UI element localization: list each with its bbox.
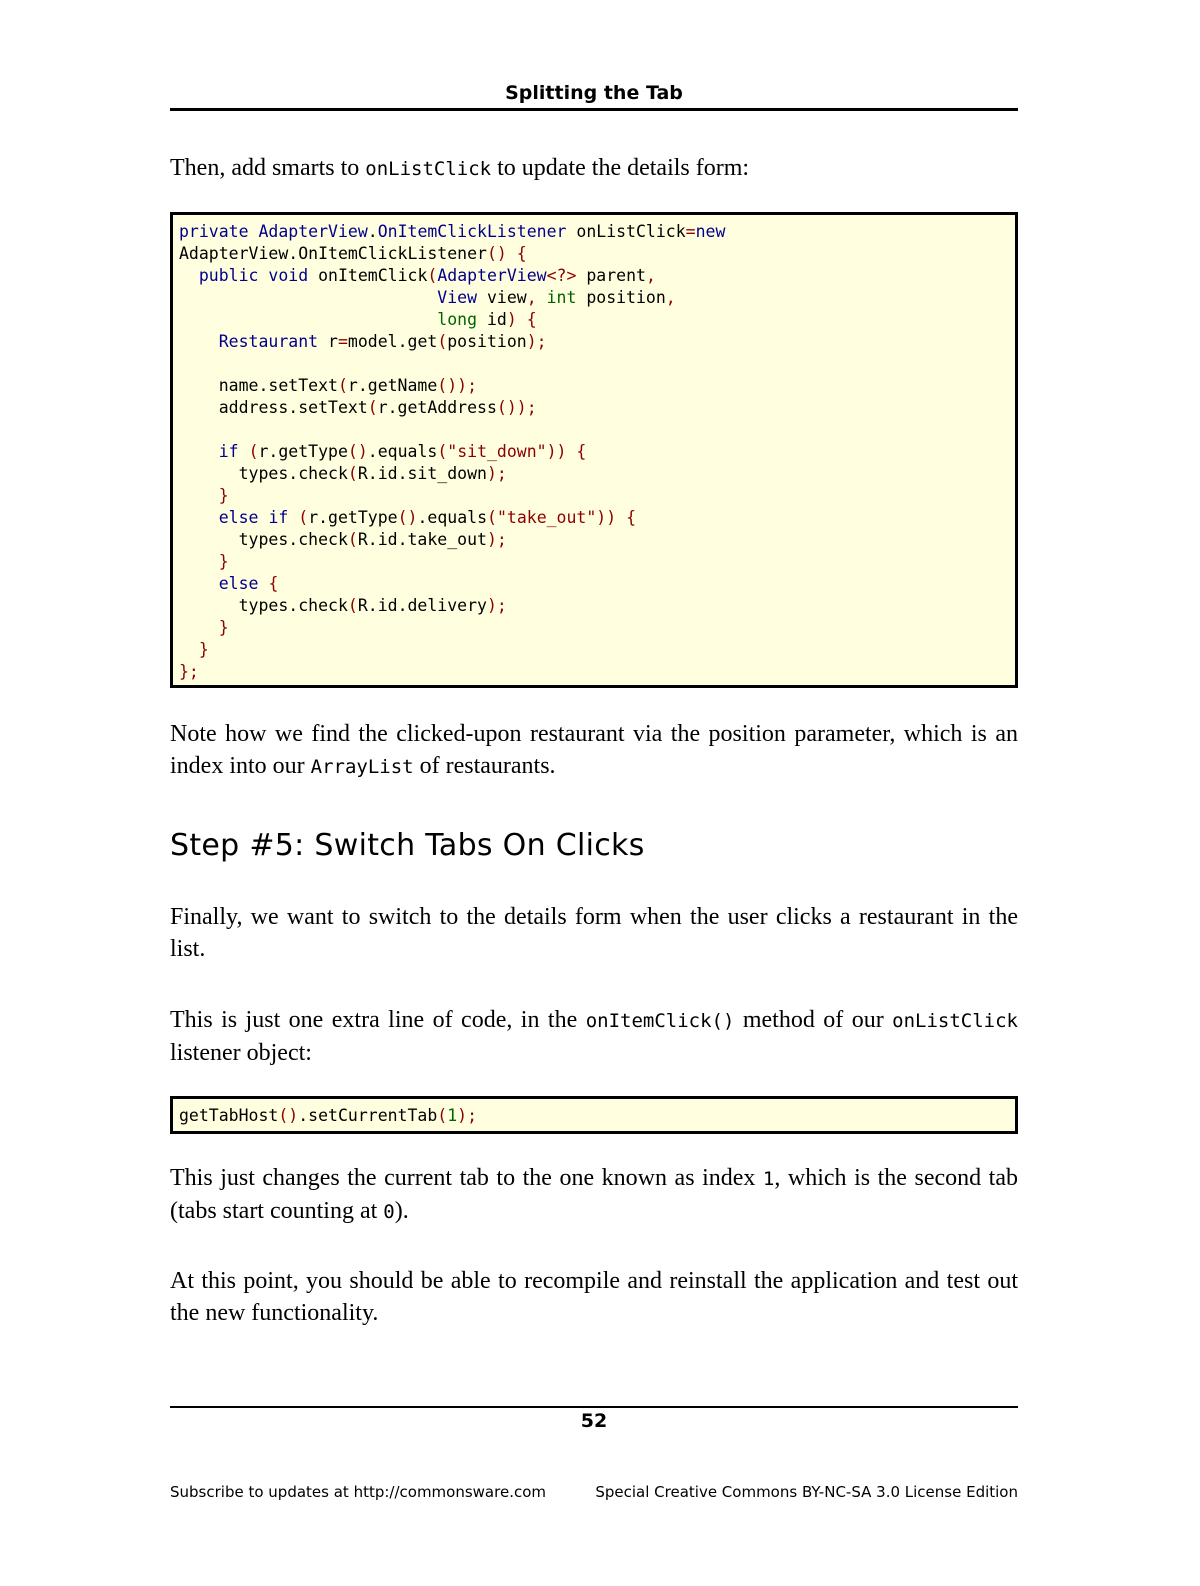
intro-paragraph <box>170 152 1018 185</box>
intro-text-before: Then, add smarts to <box>170 155 366 181</box>
code-line: else if (r.getType().equals("take_out")) { <box>218 508 637 527</box>
code-line: View view, int position, <box>437 288 676 307</box>
code-block-settab <box>170 1096 1018 1134</box>
inline-code-onitemclick: onItemClick() <box>585 1010 735 1032</box>
inline-code-zero: 0 <box>383 1201 395 1223</box>
changes-text-after: ). <box>394 1198 409 1224</box>
code-line: } <box>198 640 209 659</box>
note-text-before: Note how we find the clicked-upon restaurant via the position parameter, which is an index into our <box>170 721 1018 779</box>
inline-code-onlistclick: onListClick <box>365 158 492 180</box>
footer-subscribe: Subscribe to updates at http://commonsware.com <box>170 1483 546 1501</box>
code-line: else { <box>218 574 279 593</box>
page-number: 52 <box>580 1410 608 1432</box>
code-line: Restaurant r=model.get(position); <box>218 332 547 351</box>
note-paragraph <box>170 718 1018 783</box>
note-text-after: of restaurants. <box>413 753 556 779</box>
code-block-onlistclick <box>170 212 1018 688</box>
code-line: types.check(R.id.delivery); <box>179 596 507 615</box>
footer-license: Special Creative Commons BY-NC-SA 3.0 License Edition <box>595 1483 1018 1501</box>
section-heading: Step #5: Switch Tabs On Clicks <box>170 828 645 863</box>
code-line: public void onItemClick(AdapterView<?> parent, <box>198 266 656 285</box>
code-line: if (r.getType().equals("sit_down")) { <box>218 442 587 461</box>
code-listing <box>173 215 1015 683</box>
code-line: AdapterView.OnItemClickListener() { <box>179 244 527 263</box>
running-head: Splitting the Tab <box>505 82 683 104</box>
book-page <box>170 0 1018 1586</box>
inline-code-onlistclick: onListClick <box>892 1010 1018 1032</box>
inline-code-arraylist: ArrayList <box>310 756 414 778</box>
code-line: } <box>218 486 229 505</box>
final-paragraph: At this point, you should be able to recompile and reinstall the application and test out the new functionality. <box>170 1268 1018 1326</box>
inline-code-one: 1 <box>762 1168 775 1190</box>
changes-text-before: This just changes the current tab to the one known as index <box>170 1165 763 1191</box>
changes-paragraph <box>170 1162 1018 1228</box>
code-line: } <box>218 618 229 637</box>
code-listing <box>173 1099 1015 1127</box>
intro-text-after: to update the details form: <box>491 155 750 181</box>
extra-line-text-middle: method of our <box>734 1007 893 1033</box>
code-line: types.check(R.id.sit_down); <box>179 464 507 483</box>
code-line: address.setText(r.getAddress()); <box>179 398 537 417</box>
finally-paragraph: Finally, we want to switch to the details form when the user clicks a restaurant in the list. <box>170 904 1018 962</box>
code-line: getTabHost().setCurrentTab(1); <box>179 1106 478 1125</box>
extra-line-text-after: listener object: <box>170 1040 312 1066</box>
extra-line-text-before: This is just one extra line of code, in the <box>170 1007 586 1033</box>
code-line: name.setText(r.getName()); <box>179 376 478 395</box>
code-line: private AdapterView.OnItemClickListener onListClick=new <box>179 222 726 241</box>
code-line: types.check(R.id.take_out); <box>179 530 507 549</box>
code-line: } <box>218 552 229 571</box>
changes-text-middle: , which is the second tab (tabs start counting at <box>170 1165 1018 1224</box>
extra-line-paragraph <box>170 1004 1018 1069</box>
code-line: long id) { <box>437 310 537 329</box>
header-rule <box>170 108 1018 111</box>
code-line: }; <box>179 662 199 681</box>
